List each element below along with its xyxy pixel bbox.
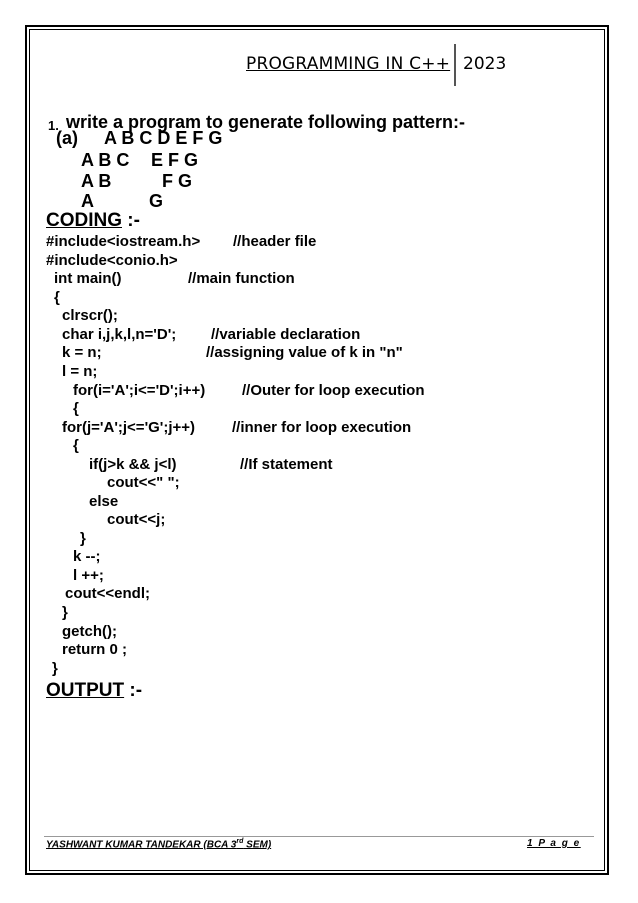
- code-line: if(j>k && j<l): [89, 456, 177, 473]
- code-line: cout<<endl;: [65, 585, 151, 602]
- code-line: #include<iostream.h>: [46, 233, 201, 250]
- output-heading-suffix: :-: [124, 680, 143, 701]
- code-comment: //If statement: [240, 456, 333, 473]
- code-comment: //assigning value of k in "n": [206, 344, 403, 361]
- code-line: {: [73, 437, 79, 454]
- pattern-row-3-left: A B: [81, 171, 112, 191]
- pattern-row-2-left: A B C: [81, 150, 130, 170]
- question-number: 1.: [48, 118, 59, 133]
- coding-heading-label: CODING: [46, 210, 122, 231]
- code-line: for(j='A';j<='G';j++): [62, 419, 196, 436]
- pattern-row-4-right: G: [149, 191, 164, 211]
- footer-author-end: SEM): [243, 839, 272, 851]
- code-line: }: [62, 604, 68, 621]
- code-line: getch();: [62, 623, 117, 640]
- pattern-row-4-left: A: [81, 191, 94, 211]
- pattern-row-1: A B C D E F G: [104, 128, 223, 148]
- code-line: l = n;: [62, 363, 98, 380]
- footer-author-text: YASHWANT KUMAR TANDEKAR (BCA 3: [46, 839, 237, 851]
- code-line: int main(): [54, 270, 122, 287]
- pattern-label: (a): [56, 128, 78, 148]
- pattern-row-3-right: F G: [162, 171, 192, 191]
- header-divider: [454, 44, 456, 86]
- code-comment: //main function: [188, 270, 295, 287]
- code-comment: //inner for loop execution: [232, 419, 412, 436]
- code-line: char i,j,k,l,n='D';: [62, 326, 177, 343]
- output-heading-label: OUTPUT: [46, 680, 125, 701]
- code-line: for(i='A';i<='D';i++): [73, 382, 206, 399]
- code-line: {: [73, 400, 79, 417]
- footer-author: [46, 838, 271, 850]
- coding-heading: [46, 210, 140, 232]
- code-line: else: [89, 493, 119, 510]
- code-line: cout<<" ";: [107, 474, 180, 491]
- code-line: clrscr();: [62, 307, 118, 324]
- pattern-row-2-right: E F G: [151, 150, 199, 170]
- header-title: PROGRAMMING IN C++: [246, 54, 451, 74]
- header-year: 2023: [463, 54, 507, 74]
- code-line: l ++;: [73, 567, 104, 584]
- coding-heading-suffix: :-: [122, 210, 140, 231]
- code-line: }: [52, 660, 58, 677]
- footer-rule: [44, 836, 594, 837]
- output-heading: [46, 680, 142, 702]
- code-comment: //variable declaration: [211, 326, 361, 343]
- footer-page-number: 1 P a g e: [527, 838, 581, 849]
- code-line: k = n;: [62, 344, 102, 361]
- code-line: }: [80, 530, 86, 547]
- code-line: cout<<j;: [107, 511, 166, 528]
- code-line: k --;: [73, 548, 101, 565]
- code-line: {: [54, 289, 60, 306]
- code-line: #include<conio.h>: [46, 252, 178, 269]
- code-line: return 0 ;: [62, 641, 128, 658]
- code-comment: //Outer for loop execution: [242, 382, 425, 399]
- code-comment: //header file: [233, 233, 317, 250]
- footer-author-sup: rd: [236, 838, 244, 845]
- question-text: write a program to generate following pattern:-: [66, 112, 466, 132]
